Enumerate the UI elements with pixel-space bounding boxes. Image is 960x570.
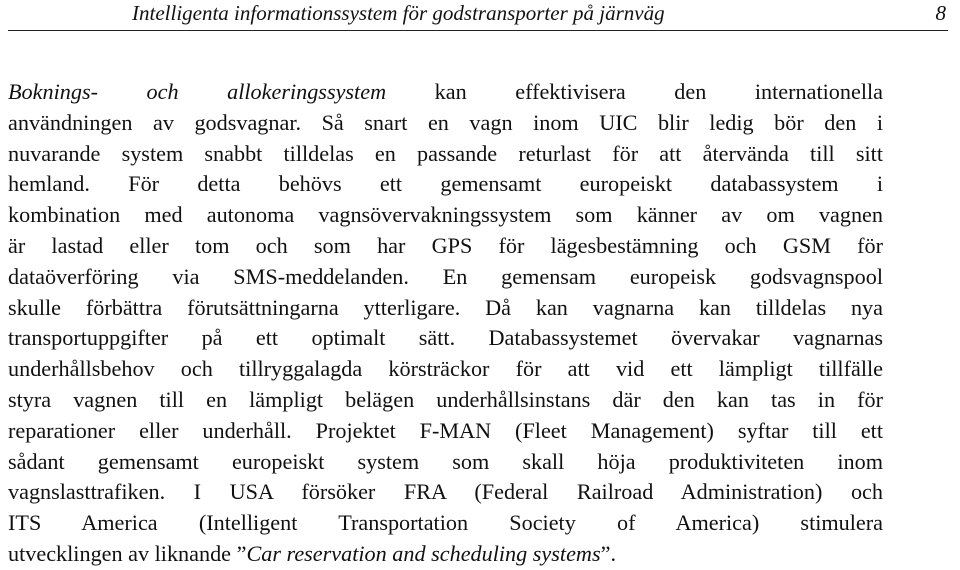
paragraph-line: nuvarande system snabbt tilldelas en passande returlast för att återvända till sitt <box>8 140 883 166</box>
paragraph-line: är lastad eller tom och som har GPS för lägesbestämning och GSM för <box>8 232 883 258</box>
page-number: 8 <box>935 1 946 25</box>
paragraph-line: transportuppgifter på ett optimalt sätt. Databassystemet övervakar vagnarnas <box>8 325 883 351</box>
paragraph-line: hemland. För detta behövs ett gemensamt europeiskt databassystem i <box>8 171 883 197</box>
paragraph-line: ITS America (Intelligent Transportation Society of America) stimulera <box>8 510 883 536</box>
paragraph-line <box>8 539 883 570</box>
paragraph-line: skulle förbättra förutsättningarna ytterligare. Då kan vagnarna kan tilldelas nya <box>8 294 883 320</box>
paragraph-line: kombination med autonoma vagnsövervakningssystem som känner av om vagnen <box>8 202 883 228</box>
paragraph-line: dataöverföring via SMS-meddelanden. En gemensam europeisk godsvagnspool <box>8 263 883 289</box>
emphasis-text: Boknings- och allokeringssystem <box>8 79 387 104</box>
header-title: Intelligenta informationssystem för godstransporter på järnväg <box>132 1 665 25</box>
body-paragraph <box>8 77 883 570</box>
paragraph-line: vagnslasttrafiken. I USA försöker FRA (Federal Railroad Administration) och <box>8 479 883 505</box>
line-text: utvecklingen av liknande ” <box>8 540 247 566</box>
paragraph-line: underhållsbehov och tillryggalagda körsträckor för att vid ett lämpligt tillfälle <box>8 356 883 382</box>
paragraph-line <box>8 77 883 108</box>
line-text: ”. <box>600 540 616 566</box>
paragraph-line: reparationer eller underhåll. Projektet F-MAN (Fleet Management) syftar till ett <box>8 417 883 443</box>
paragraph-line: sådant gemensamt europeiskt system som skall höja produktiviteten inom <box>8 448 883 474</box>
emphasis-text: Car reservation and scheduling systems <box>246 540 601 566</box>
running-header <box>8 0 948 31</box>
paragraph-line: användningen av godsvagnar. Så snart en vagn inom UIC blir ledig bör den i <box>8 109 883 135</box>
paragraph-line: styra vagnen till en lämpligt belägen underhållsinstans där den kan tas in för <box>8 386 883 412</box>
line-text: kan effektivisera den internationella <box>386 79 883 104</box>
